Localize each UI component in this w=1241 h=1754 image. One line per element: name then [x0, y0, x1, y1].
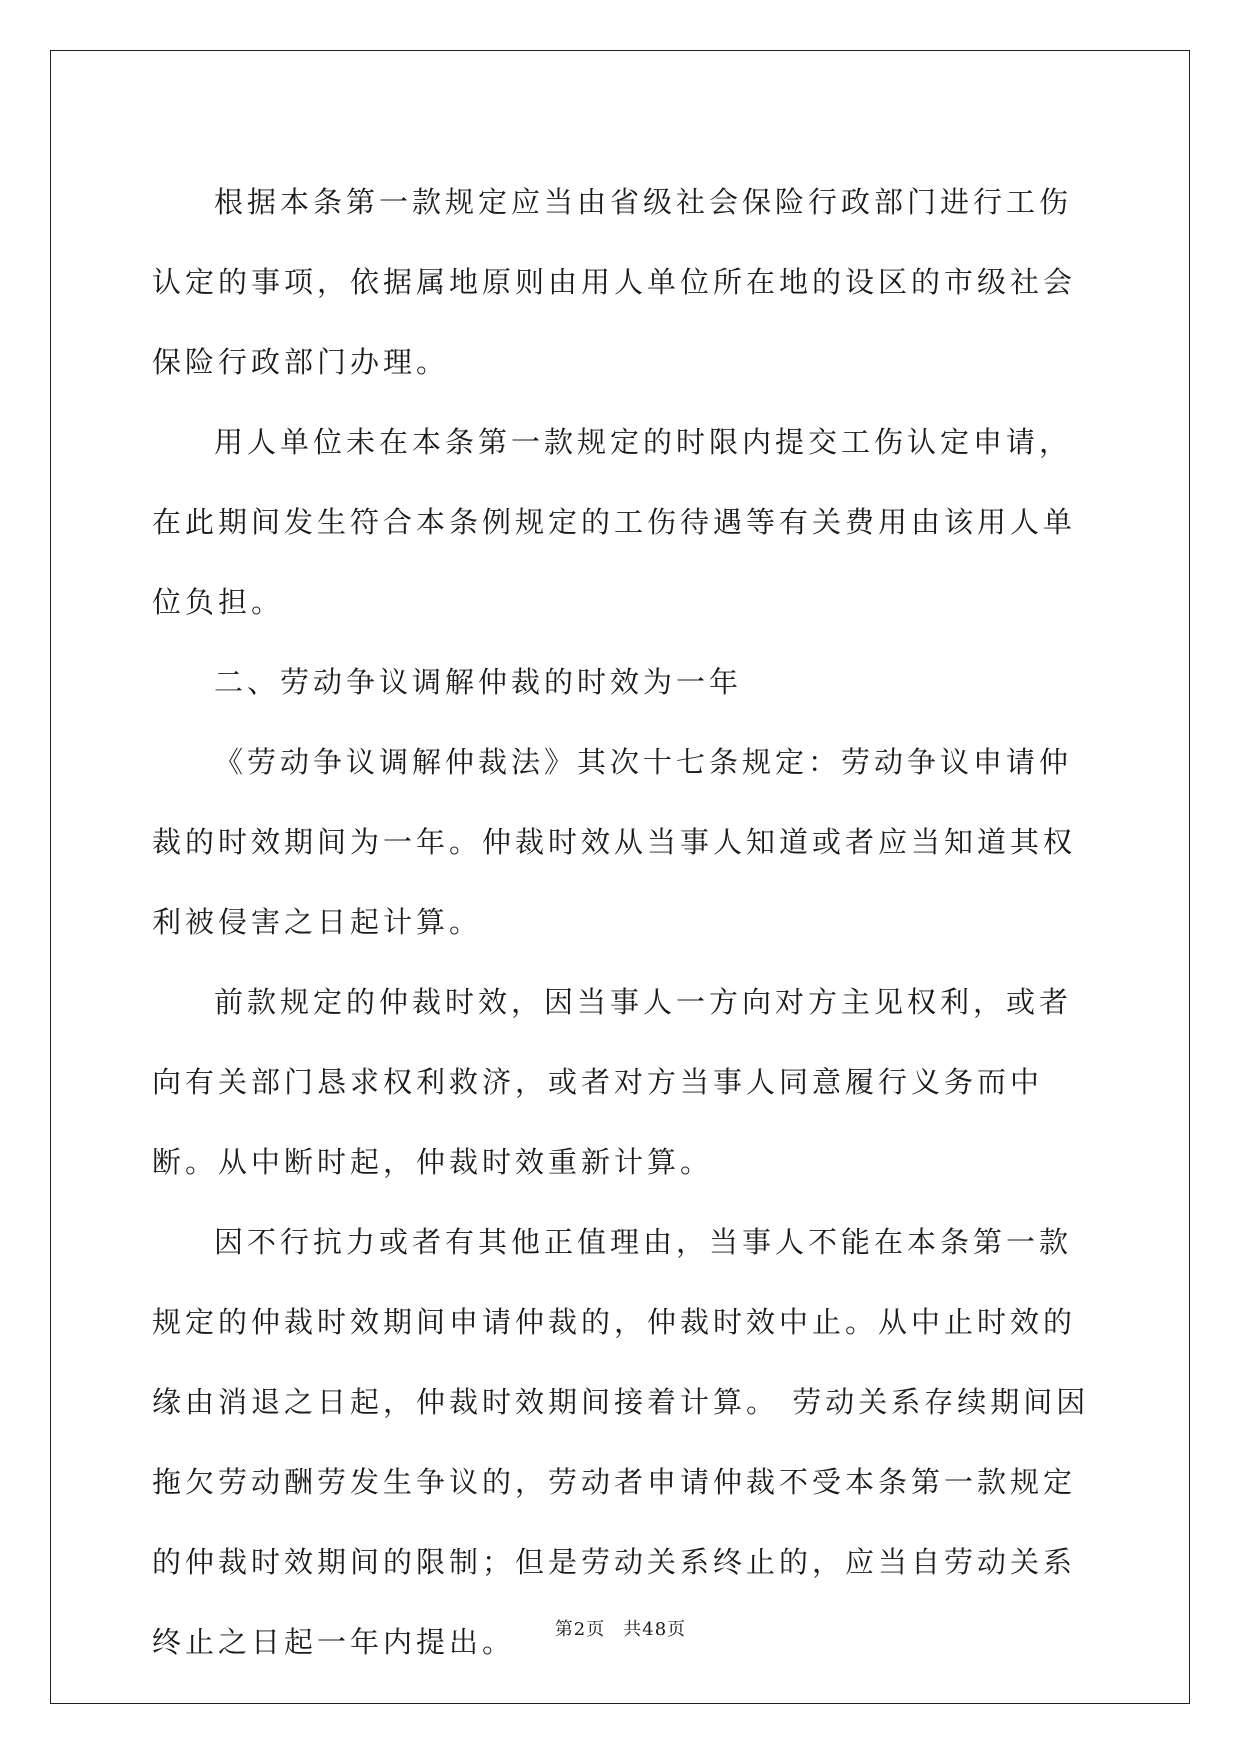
- paragraph-2: 用人单位未在本条第一款规定的时限内提交工伤认定申请，在此期间发生符合本条例规定的工伤待遇等有关费用由该用人单位负担。: [152, 425, 1077, 619]
- page-footer: [0, 1618, 1241, 1642]
- document-body: [152, 162, 1092, 1682]
- paragraph-3: 《劳动争议调解仲裁法》其次十七条规定：劳动争议申请仲裁的时效期间为一年。仲裁时效从当事人知道或者应当知道其权利被侵害之日起计算。: [152, 745, 1077, 939]
- page-number: 第2页: [554, 1619, 606, 1640]
- section-heading: 二、劳动争议调解仲裁的时效为一年: [214, 665, 743, 699]
- paragraph-1: 根据本条第一款规定应当由省级社会保险行政部门进行工伤认定的事项，依据属地原则由用人单位所在地的设区的市级社会保险行政部门办理。: [152, 185, 1077, 379]
- page-total: 共48页: [623, 1619, 687, 1640]
- paragraph-5: 因不行抗力或者有其他正值理由，当事人不能在本条第一款规定的仲裁时效期间申请仲裁的，仲裁时效中止。从中止时效的缘由消退之日起，仲裁时效期间接着计算。 劳动关系存续期间因拖欠劳动酬劳发生争议的，劳动者申请仲裁不受本条第一款规定的仲裁时效期间的限制；但是劳动关系终止的，应当自劳动关系终止之日起一年内提出。: [152, 1225, 1090, 1659]
- paragraph-4: 前款规定的仲裁时效，因当事人一方向对方主见权利，或者向有关部门恳求权利救济，或者对方当事人同意履行义务而中断。从中断时起，仲裁时效重新计算。: [152, 985, 1073, 1179]
